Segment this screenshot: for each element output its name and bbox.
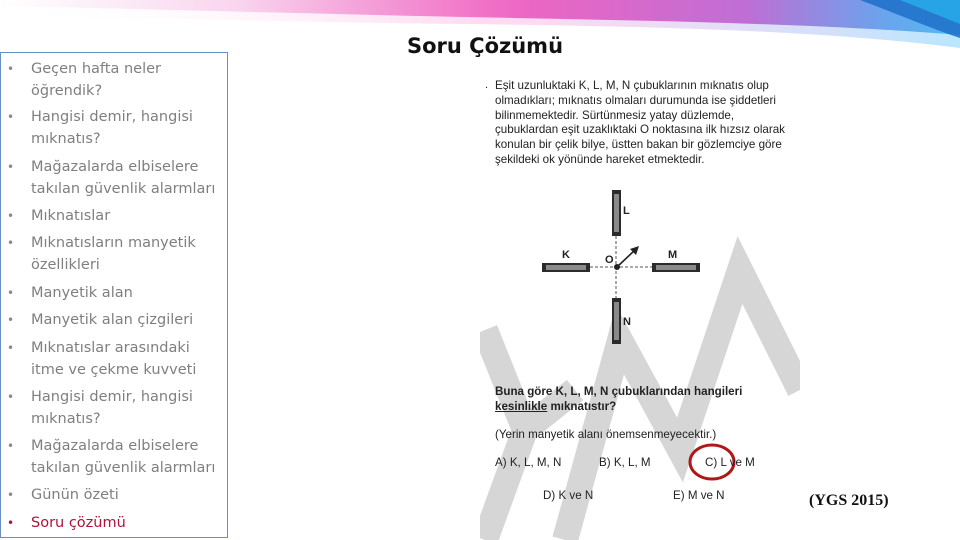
label-k: K: [562, 249, 570, 261]
slide-title: Soru Çözümü: [407, 34, 564, 58]
option-b[interactable]: B) K, L, M: [599, 456, 651, 469]
agenda-item-label: Manyetik alan çizgileri: [31, 312, 194, 328]
question-prompt-part2: mıknatıstır?: [550, 399, 617, 413]
label-m: M: [668, 249, 678, 261]
option-c[interactable]: C) L ve M: [705, 456, 755, 469]
bullet-icon: •: [7, 209, 15, 223]
agenda-item-label: Soru çözümü: [31, 515, 126, 531]
bullet-icon: •: [7, 390, 15, 404]
bullet-icon: •: [7, 160, 15, 174]
label-o: O: [605, 254, 614, 266]
question-prompt-part1: Buna göre K, L, M, N çubuklarından hangileri: [495, 385, 743, 398]
agenda-item-label: Mıknatıslar: [31, 208, 111, 224]
label-l: L: [623, 205, 630, 217]
bullet-icon: •: [7, 236, 15, 250]
agenda-item-label: Günün özeti: [31, 487, 119, 503]
agenda-item-label: Mıknatıslar arasındaki itme ve çekme kuvveti: [31, 340, 197, 378]
source-citation: (YGS 2015): [809, 492, 889, 509]
agenda-item-label: Mağazalarda elbiselere takılan güvenlik alarmları: [31, 159, 216, 197]
agenda-item-label: Geçen hafta neler öğrendik?: [31, 61, 161, 99]
question-note: (Yerin manyetik alanı önemsenmeyecektir.): [495, 428, 717, 441]
question-text: Eşit uzunluktaki K, L, M, N çubuklarının mıknatıs olup olmadıkları; mıknatıs olmaları durumunda ise şiddetleri bilinmemektedir. Sürtünmesiz yatay düzlemde, çubuklardan eşit uzaklıktaki O noktasına ilk hızsız olarak konulan bir çelik bilye, üstten bakan bir gözlemciye göre şekildeki ok yönünde hareket etmektedir.: [495, 79, 785, 166]
bullet-icon: •: [7, 516, 15, 530]
agenda-item-label: Manyetik alan: [31, 285, 133, 301]
agenda-sidebar: [0, 52, 228, 538]
option-a[interactable]: A) K, L, M, N: [495, 456, 562, 469]
agenda-item-label: Hangisi demir, hangisi mıknatıs?: [31, 109, 193, 147]
bullet-icon: •: [7, 439, 15, 453]
bullet-icon: •: [7, 62, 15, 76]
bullet-icon: •: [7, 488, 15, 502]
question-marker: .: [485, 79, 489, 91]
agenda-item-label: Mıknatısların manyetik özellikleri: [31, 235, 196, 273]
question-prompt: [495, 385, 795, 414]
option-d[interactable]: D) K ve N: [543, 489, 594, 502]
agenda-item-label: Mağazalarda elbiselere takılan güvenlik alarmları: [31, 438, 216, 476]
bullet-icon: •: [7, 110, 15, 124]
label-n: N: [623, 316, 631, 328]
question-prompt-emphasis: kesinlikle: [495, 399, 548, 413]
bullet-icon: •: [7, 286, 15, 300]
option-e[interactable]: E) M ve N: [673, 489, 725, 502]
bullet-icon: •: [7, 341, 15, 355]
agenda-item-label: Hangisi demir, hangisi mıknatıs?: [31, 389, 193, 427]
bullet-icon: •: [7, 313, 15, 327]
